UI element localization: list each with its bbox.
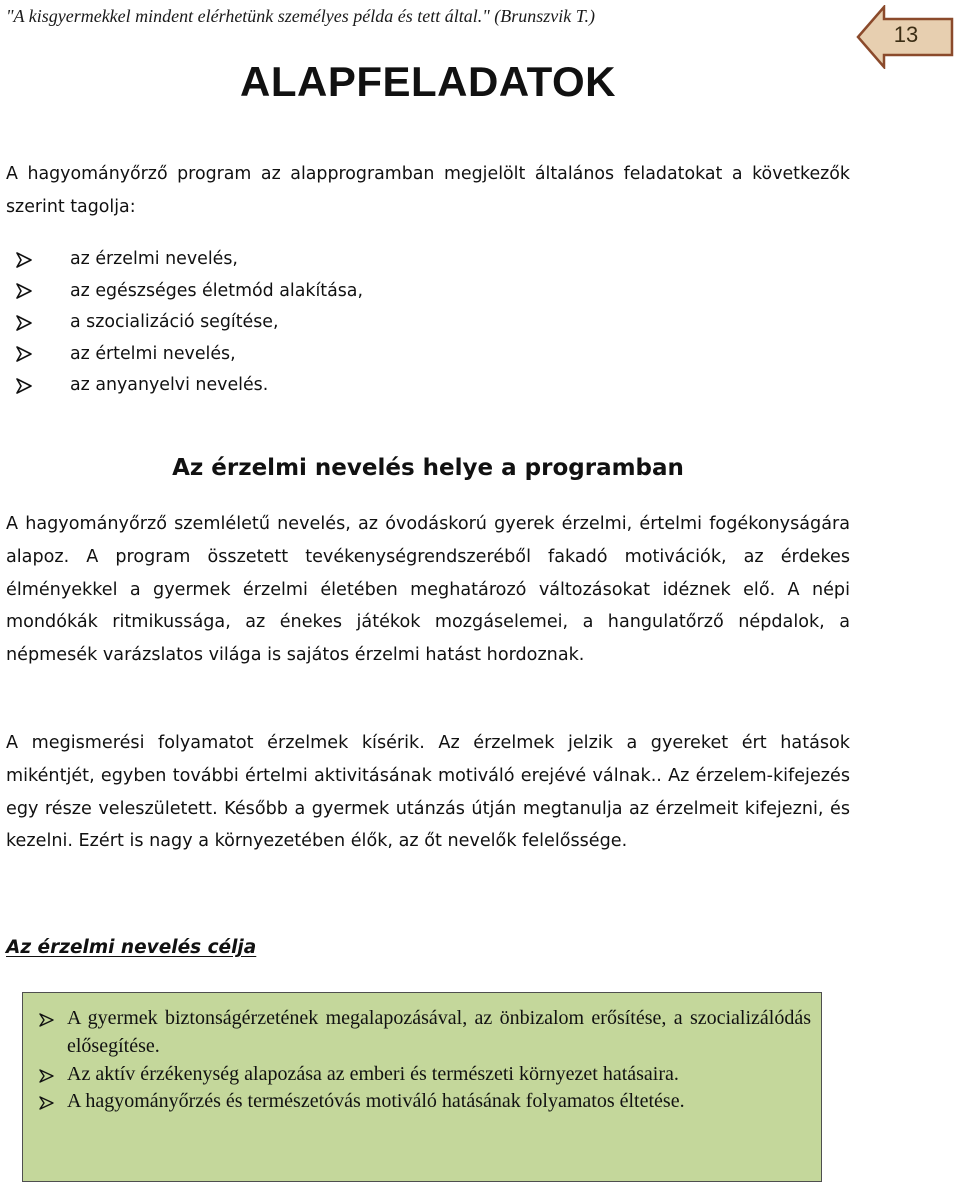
list-item [14,276,363,308]
page-number: 13 [893,22,919,47]
list-item [14,244,363,276]
goal-heading: Az érzelmi nevelés célja [6,937,257,958]
goal-list [39,1005,811,1116]
body-paragraph: A megismerési folyamatot érzelmek kísérik. Az érzelmek jelzik a gyereket ért hatások mikéntjét, egyben további értelmi aktivitásának motiváló erejévé válnak.. Az érzelem-kifejezés egy része veleszületett. Később a gyermek utánzás útján megtanulja az érzelmeit kifejezni, és kezelni. Ezért is nagy a környezetében élők, az őt nevelők felelőssége. [6,733,850,852]
arrowhead-bullet-icon [14,344,70,364]
list-item-text: az értelmi nevelés, [70,343,236,364]
list-item-text: az érzelmi nevelés, [70,249,238,269]
arrowhead-bullet-icon [39,1013,55,1027]
list-item [14,339,363,371]
list-item-text: az anyanyelvi nevelés. [70,375,269,395]
goal-item [39,1061,811,1089]
goal-item-text: A hagyományőrzés és természetóvás motiváló hatásának folyamatos éltetése. [67,1090,685,1113]
body-paragraph: A hagyományőrző szemléletű nevelés, az óvodáskorú gyerek érzelmi, értelmi fogékonyságára alapoz. A program összetett tevékenységrendszeréből fakadó motivációk, az érdekes élményekkel a gyermek érzelmi életében meghatározó változásokat idéznek elő. A népi mondókák ritmikussága, az énekes játékok mozgáselemei, a hangulatőrző népdalok, a népmesék varázslatos világa is sajátos érzelmi hatást hordoznak. [6,514,850,666]
goal-item-text: A gyermek biztonságérzetének megalapozásával, az önbizalom erősítése, a szocializálódás elősegítése. [67,1007,811,1057]
goal-item [39,1005,811,1061]
arrowhead-bullet-icon [39,1096,55,1110]
arrowhead-bullet-icon [14,376,70,396]
arrowhead-bullet-icon [14,250,70,270]
goal-item [39,1088,811,1116]
arrowhead-bullet-icon [14,281,70,301]
intro-paragraph: A hagyományőrző program az alapprogramban megjelölt általános feladatokat a következők szerint tagolja: [6,164,850,217]
task-list [14,244,363,402]
header-quote: "A kisgyermekkel mindent elérhetünk személyes példa és tett által." (Brunszvik T.) [6,6,595,26]
list-item-text: az egészséges életmód alakítása, [70,280,363,301]
page-title: ALAPFELADATOK [240,58,616,105]
arrowhead-bullet-icon [39,1069,55,1083]
list-item [14,307,363,339]
list-item [14,370,363,402]
list-item-text: a szocializáció segítése, [70,312,279,332]
goal-box [22,992,822,1182]
goal-item-text: Az aktív érzékenység alapozása az emberi és természeti környezet hatásaira. [67,1062,679,1085]
section-heading: Az érzelmi nevelés helye a programban [172,455,684,481]
arrowhead-bullet-icon [14,313,70,333]
